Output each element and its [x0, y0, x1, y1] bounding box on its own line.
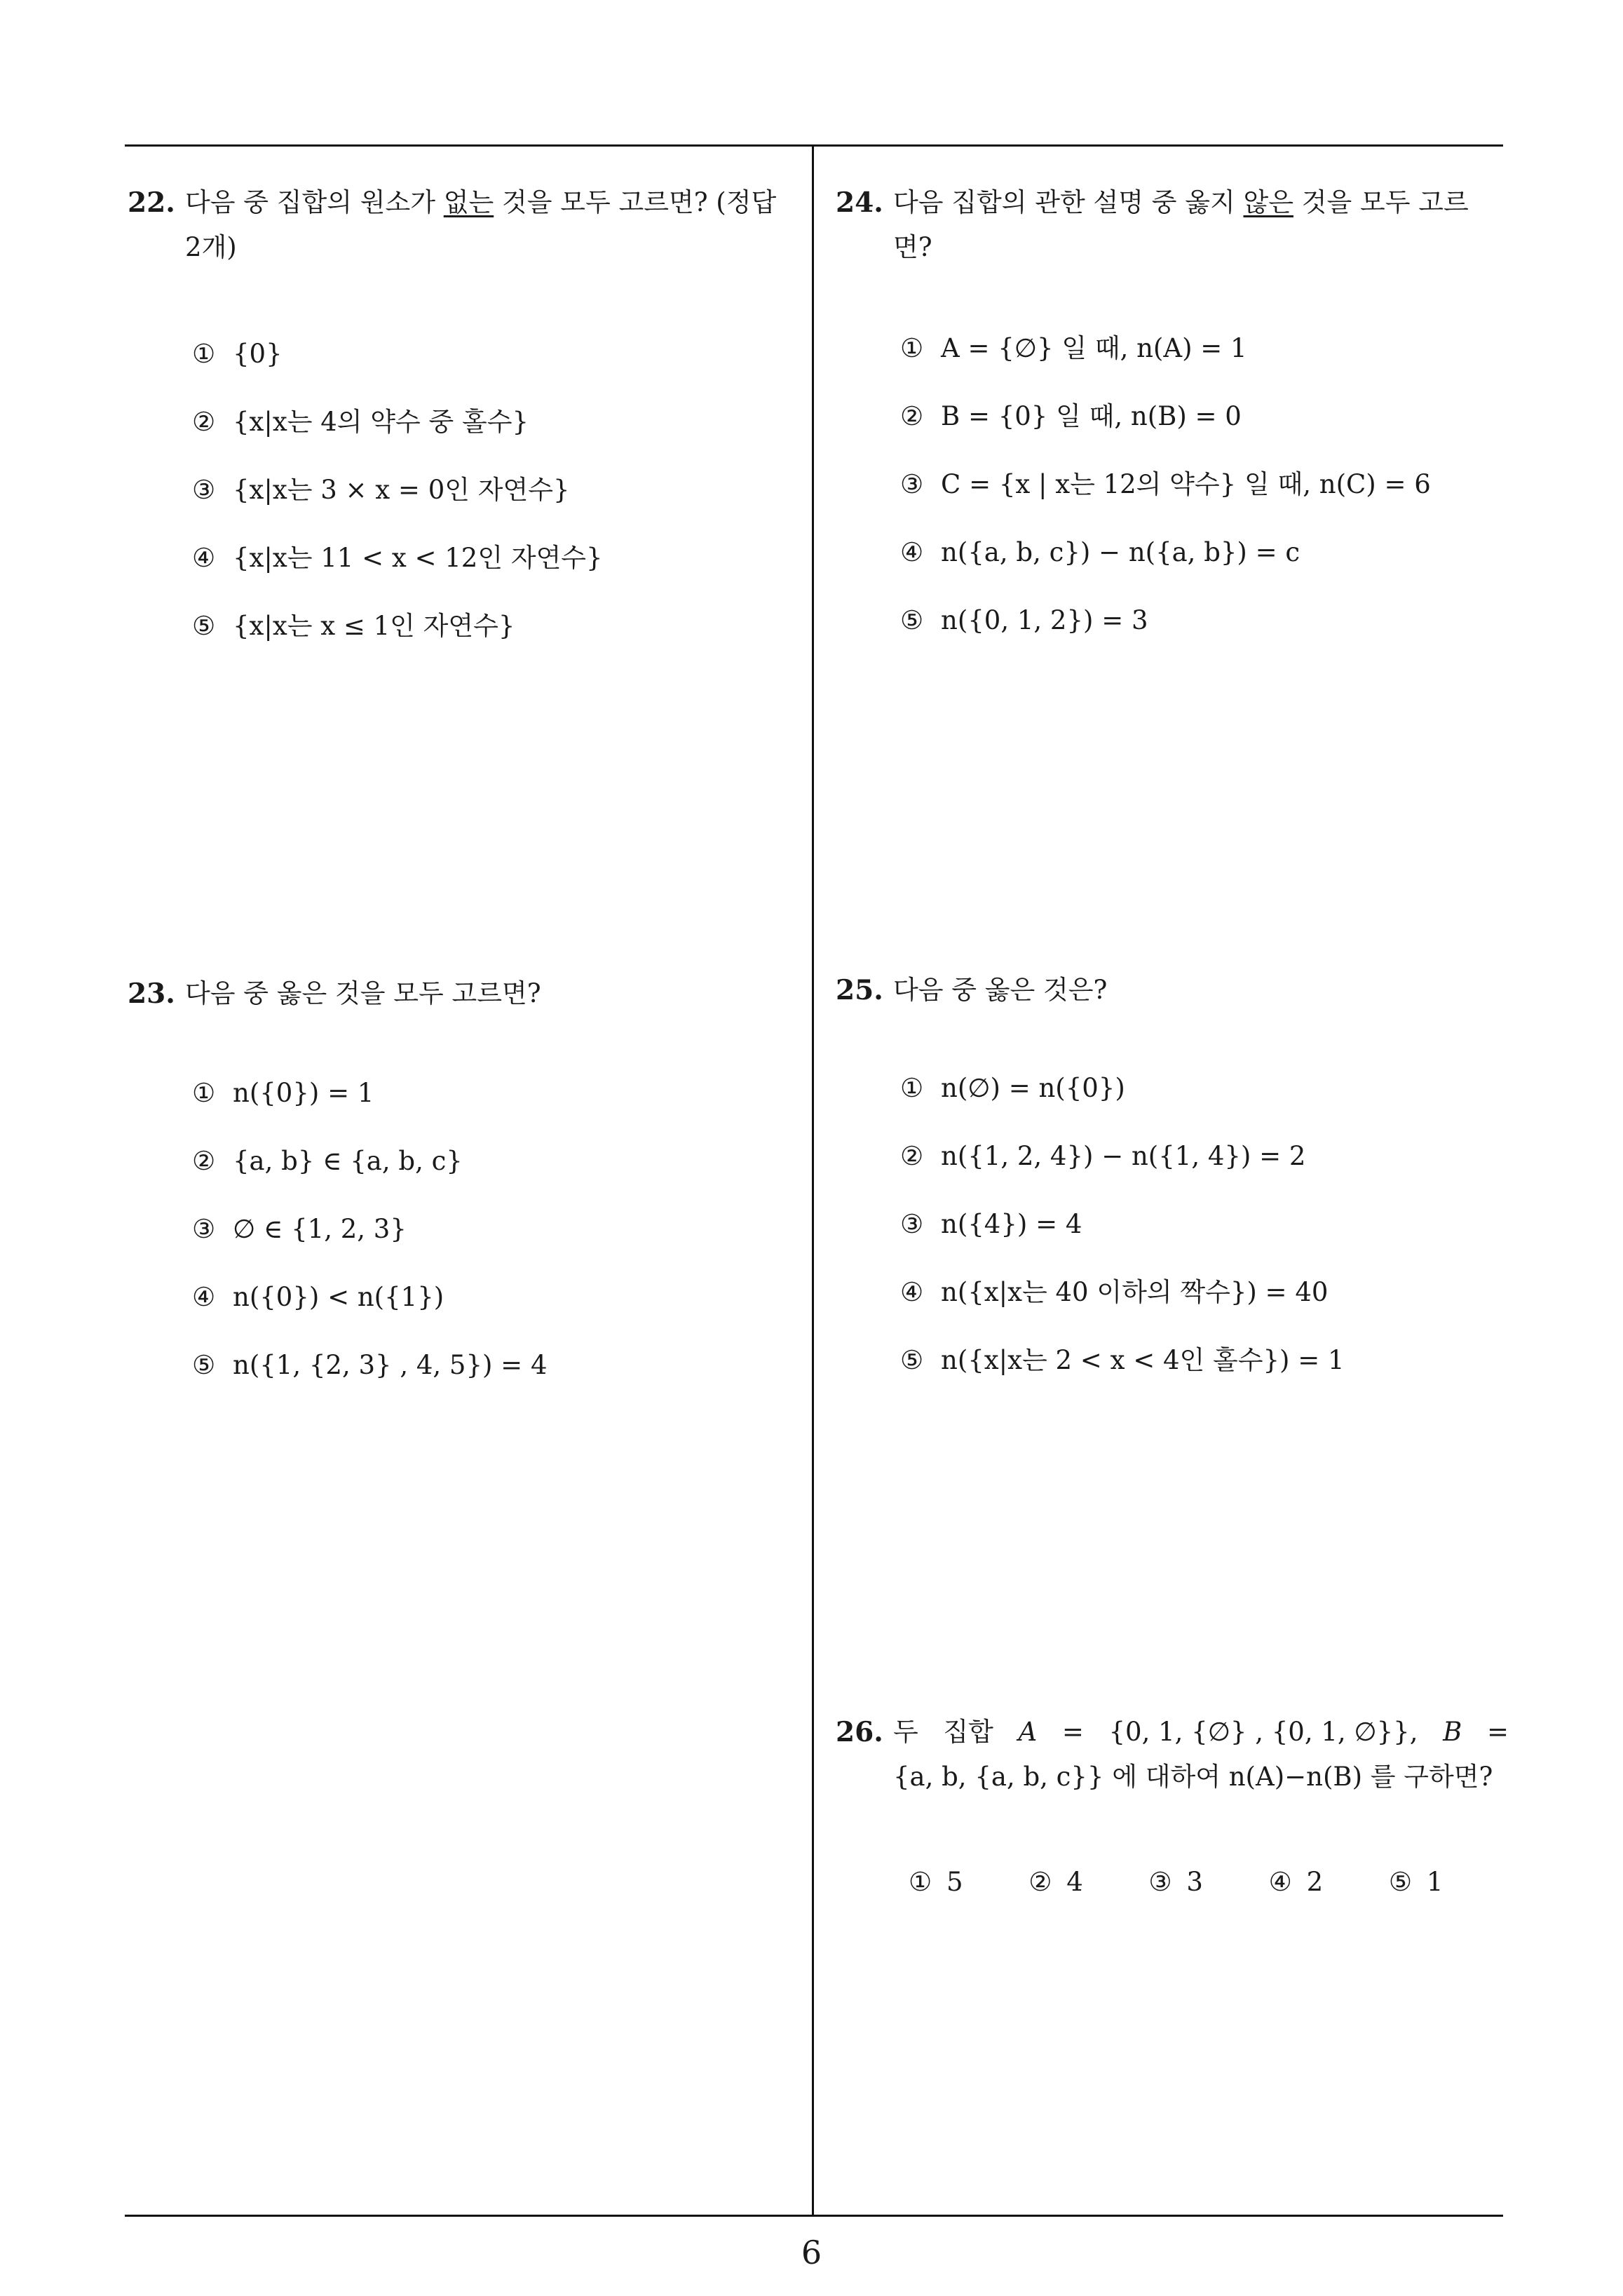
column-divider [812, 144, 814, 2217]
option-4[interactable]: ④ {x|x는 11 < x < 12인 자연수} [192, 543, 603, 573]
option-2[interactable]: ② B = {0} 일 때, n(B) = 0 [900, 401, 1242, 431]
option-5[interactable]: ⑤ n({0, 1, 2}) = 3 [900, 605, 1148, 635]
option-5[interactable]: ⑤ 1 [1388, 1867, 1444, 1897]
question-number: 22. [128, 187, 175, 219]
option-1[interactable]: ① A = {∅} 일 때, n(A) = 1 [900, 333, 1247, 363]
option-1[interactable]: ① n(∅) = n({0}) [900, 1073, 1125, 1103]
option-list [128, 332, 801, 672]
question-text: 다음 중 옳은 것은? [893, 975, 1108, 1005]
question-number: 23. [128, 978, 175, 1010]
option-5[interactable]: ⑤ n({x|x는 2 < x < 4인 홀수}) = 1 [900, 1345, 1345, 1375]
question-23 [128, 971, 801, 1411]
option-1[interactable]: ① {0} [192, 339, 283, 369]
question-26 [836, 1710, 1509, 1905]
option-3[interactable]: ③ ∅ ∈ {1, 2, 3} [192, 1214, 407, 1244]
page-number: 6 [801, 2234, 822, 2271]
question-number: 24. [836, 187, 883, 219]
option-2[interactable]: ② {x|x는 4의 약수 중 홀수} [192, 407, 529, 437]
option-3[interactable]: ③ 3 [1148, 1867, 1203, 1897]
option-2[interactable]: ② n({1, 2, 4}) − n({1, 4}) = 2 [900, 1141, 1306, 1171]
option-list [128, 1071, 801, 1411]
question-text-continued: {a, b, {a, b, c}} 에 대하여 n(A)−n(B) 를 구하면? [893, 1762, 1493, 1792]
top-rule [125, 144, 1503, 147]
option-4[interactable]: ④ n({x|x는 40 이하의 짝수}) = 40 [900, 1277, 1329, 1307]
question-text: 다음 중 집합의 원소가 없는 것을 모두 고르면? (정답 [185, 187, 777, 217]
option-4[interactable]: ④ n({0}) < n({1}) [192, 1282, 444, 1312]
option-1[interactable]: ① 5 [909, 1867, 963, 1897]
option-list [836, 326, 1509, 666]
question-22 [128, 180, 801, 672]
question-24 [836, 180, 1509, 666]
option-2[interactable]: ② 4 [1028, 1867, 1083, 1897]
option-list [836, 1860, 1509, 1905]
option-list [836, 1066, 1509, 1406]
bottom-rule [125, 2215, 1503, 2217]
question-text: 다음 중 옳은 것을 모두 고르면? [185, 978, 541, 1008]
question-text-continued: 2개) [185, 232, 237, 262]
option-4[interactable]: ④ 2 [1268, 1867, 1324, 1897]
question-text: 다음 집합의 관한 설명 중 옳지 않은 것을 모두 고르 [893, 187, 1469, 217]
question-text: 두 집합 A = {0, 1, {∅} , {0, 1, ∅}}, B = [893, 1717, 1509, 1747]
question-text-continued: 면? [893, 232, 932, 262]
option-3[interactable]: ③ n({4}) = 4 [900, 1209, 1082, 1239]
option-3[interactable]: ③ C = {x | x는 12의 약수} 일 때, n(C) = 6 [900, 469, 1431, 499]
option-3[interactable]: ③ {x|x는 3 × x = 0인 자연수} [192, 475, 570, 505]
option-4[interactable]: ④ n({a, b, c}) − n({a, b}) = c [900, 537, 1301, 567]
option-5[interactable]: ⑤ n({1, {2, 3} , 4, 5}) = 4 [192, 1350, 548, 1380]
option-5[interactable]: ⑤ {x|x는 x ≤ 1인 자연수} [192, 611, 515, 641]
option-1[interactable]: ① n({0}) = 1 [192, 1078, 374, 1108]
question-number: 25. [836, 974, 883, 1006]
option-2[interactable]: ② {a, b} ∈ {a, b, c} [192, 1146, 463, 1176]
question-25 [836, 968, 1509, 1406]
question-number: 26. [836, 1716, 883, 1748]
